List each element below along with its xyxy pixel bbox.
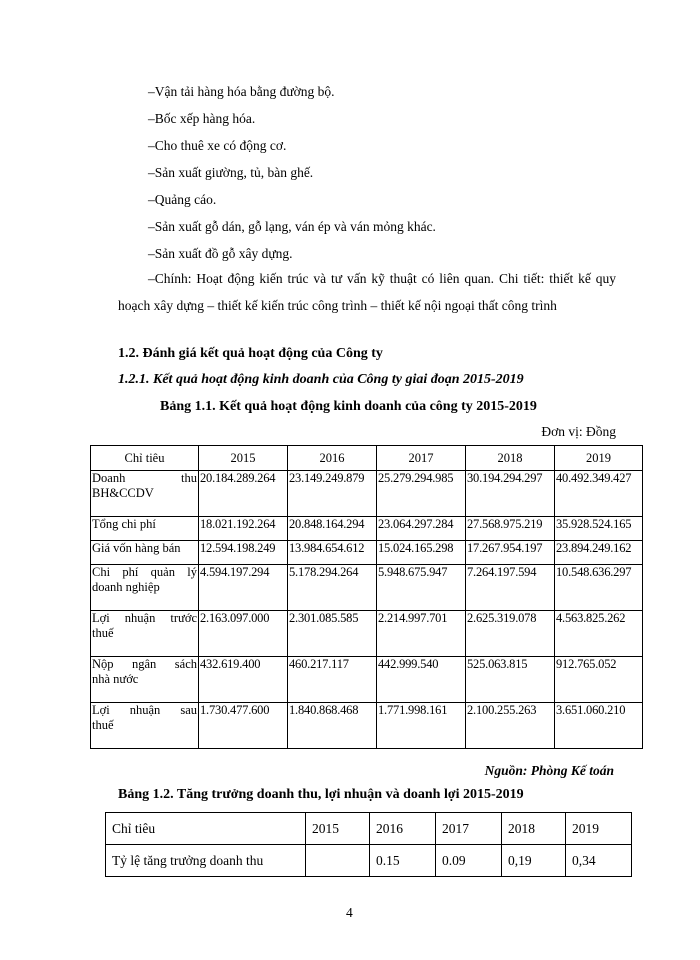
row-label: Doanh thu BH&CCDV — [91, 471, 199, 517]
cell-value: 15.024.165.298 — [377, 541, 466, 565]
table-1-unit: Đơn vị: Đồng — [541, 424, 616, 439]
bullet-item: –Vận tải hàng hóa bằng đường bộ. — [148, 84, 335, 99]
cell-value: 23.149.249.879 — [288, 471, 377, 517]
cell-value: 20.848.164.294 — [288, 517, 377, 541]
cell-value: 40.492.349.427 — [555, 471, 643, 517]
section-heading: 1.2. Đánh giá kết quả hoạt động của Công ty — [118, 346, 383, 361]
cell-value: 0.15 — [370, 845, 436, 877]
cell-value: 525.063.815 — [466, 657, 555, 703]
bullet-item: –Sản xuất giường, tủ, bàn ghế. — [148, 165, 314, 180]
cell-value: 1.730.477.600 — [199, 703, 288, 749]
cell-value: 12.594.198.249 — [199, 541, 288, 565]
table-row — [91, 541, 643, 565]
cell-value: 0,34 — [566, 845, 632, 877]
cell-value: 7.264.197.594 — [466, 565, 555, 611]
cell-value: 18.021.192.264 — [199, 517, 288, 541]
header-cell: 2016 — [370, 813, 436, 845]
cell-value: 4.594.197.294 — [199, 565, 288, 611]
cell-value: 25.279.294.985 — [377, 471, 466, 517]
cell-value: 20.184.289.264 — [199, 471, 288, 517]
header-cell: 2015 — [199, 446, 288, 471]
row-label: Lợi nhuận trước thuế — [91, 611, 199, 657]
cell-value: 2.301.085.585 — [288, 611, 377, 657]
cell-value: 2.163.097.000 — [199, 611, 288, 657]
table-header-row — [106, 813, 632, 845]
row-label: Nộp ngân sách nhà nước — [91, 657, 199, 703]
cell-value: 35.928.524.165 — [555, 517, 643, 541]
cell-value: 442.999.540 — [377, 657, 466, 703]
table-row — [91, 471, 643, 517]
header-cell: 2018 — [502, 813, 566, 845]
header-cell: 2016 — [288, 446, 377, 471]
cell-value: 27.568.975.219 — [466, 517, 555, 541]
cell-value: 13.984.654.612 — [288, 541, 377, 565]
table-1-caption: Bảng 1.1. Kết quả hoạt động kinh doanh của công ty 2015-2019 — [160, 399, 537, 414]
cell-value: 2.214.997.701 — [377, 611, 466, 657]
table-1-business-results — [90, 445, 643, 749]
bullet-item: –Cho thuê xe có động cơ. — [148, 138, 287, 153]
cell-value: 460.217.117 — [288, 657, 377, 703]
header-cell: 2015 — [306, 813, 370, 845]
page-number: 4 — [346, 905, 353, 920]
header-cell: 2019 — [555, 446, 643, 471]
table-row — [91, 565, 643, 611]
cell-value: 1.771.998.161 — [377, 703, 466, 749]
row-label: Lợi nhuận sau thuế — [91, 703, 199, 749]
cell-value: 17.267.954.197 — [466, 541, 555, 565]
bullet-item: –Quảng cáo. — [148, 192, 217, 207]
header-cell: Chỉ tiêu — [91, 446, 199, 471]
header-cell: Chỉ tiêu — [106, 813, 306, 845]
cell-value: 5.948.675.947 — [377, 565, 466, 611]
bullet-item: –Bốc xếp hàng hóa. — [148, 111, 256, 126]
row-label: Giá vốn hàng bán — [91, 541, 199, 565]
table-header-row — [91, 446, 643, 471]
table-2-caption: Bảng 1.2. Tăng trưởng doanh thu, lợi nhuận và doanh lợi 2015-2019 — [118, 787, 524, 802]
cell-value: 912.765.052 — [555, 657, 643, 703]
cell-value: 2.625.319.078 — [466, 611, 555, 657]
header-cell: 2018 — [466, 446, 555, 471]
row-label: Chi phí quản lý doanh nghiệp — [91, 565, 199, 611]
cell-value: 1.840.868.468 — [288, 703, 377, 749]
cell-value: 10.548.636.297 — [555, 565, 643, 611]
row-label: Tổng chi phí — [91, 517, 199, 541]
cell-value: 23.064.297.284 — [377, 517, 466, 541]
cell-value: 23.894.249.162 — [555, 541, 643, 565]
table-2-growth — [105, 812, 632, 877]
cell-value: 30.194.294.297 — [466, 471, 555, 517]
table-row — [91, 657, 643, 703]
header-cell: 2017 — [377, 446, 466, 471]
table-1-source: Nguồn: Phòng Kế toán — [484, 763, 614, 778]
subsection-heading: 1.2.1. Kết quả hoạt động kinh doanh của Công ty giai đoạn 2015-2019 — [118, 372, 524, 387]
cell-value: 0,19 — [502, 845, 566, 877]
cell-value: 2.100.255.263 — [466, 703, 555, 749]
bullet-item: –Sản xuất gỗ dán, gỗ lạng, ván ép và ván mỏng khác. — [148, 219, 436, 234]
paragraph-activity: –Chính: Hoạt động kiến trúc và tư vấn kỹ thuật có liên quan. Chi tiết: thiết kế quy hoạch xây dựng – thiết kế kiến trúc công trình – thiết kế nội ngoại thất công trình — [118, 271, 616, 313]
cell-value: 3.651.060.210 — [555, 703, 643, 749]
table-row — [91, 703, 643, 749]
table-row — [91, 517, 643, 541]
cell-value: 432.619.400 — [199, 657, 288, 703]
table-row — [91, 611, 643, 657]
header-cell: 2019 — [566, 813, 632, 845]
header-cell: 2017 — [436, 813, 502, 845]
row-label: Tỷ lệ tăng trưởng doanh thu — [106, 845, 306, 877]
table-row — [106, 845, 632, 877]
cell-value — [306, 845, 370, 877]
bullet-item: –Sản xuất đồ gỗ xây dựng. — [148, 246, 293, 261]
cell-value: 5.178.294.264 — [288, 565, 377, 611]
cell-value: 0.09 — [436, 845, 502, 877]
cell-value: 4.563.825.262 — [555, 611, 643, 657]
